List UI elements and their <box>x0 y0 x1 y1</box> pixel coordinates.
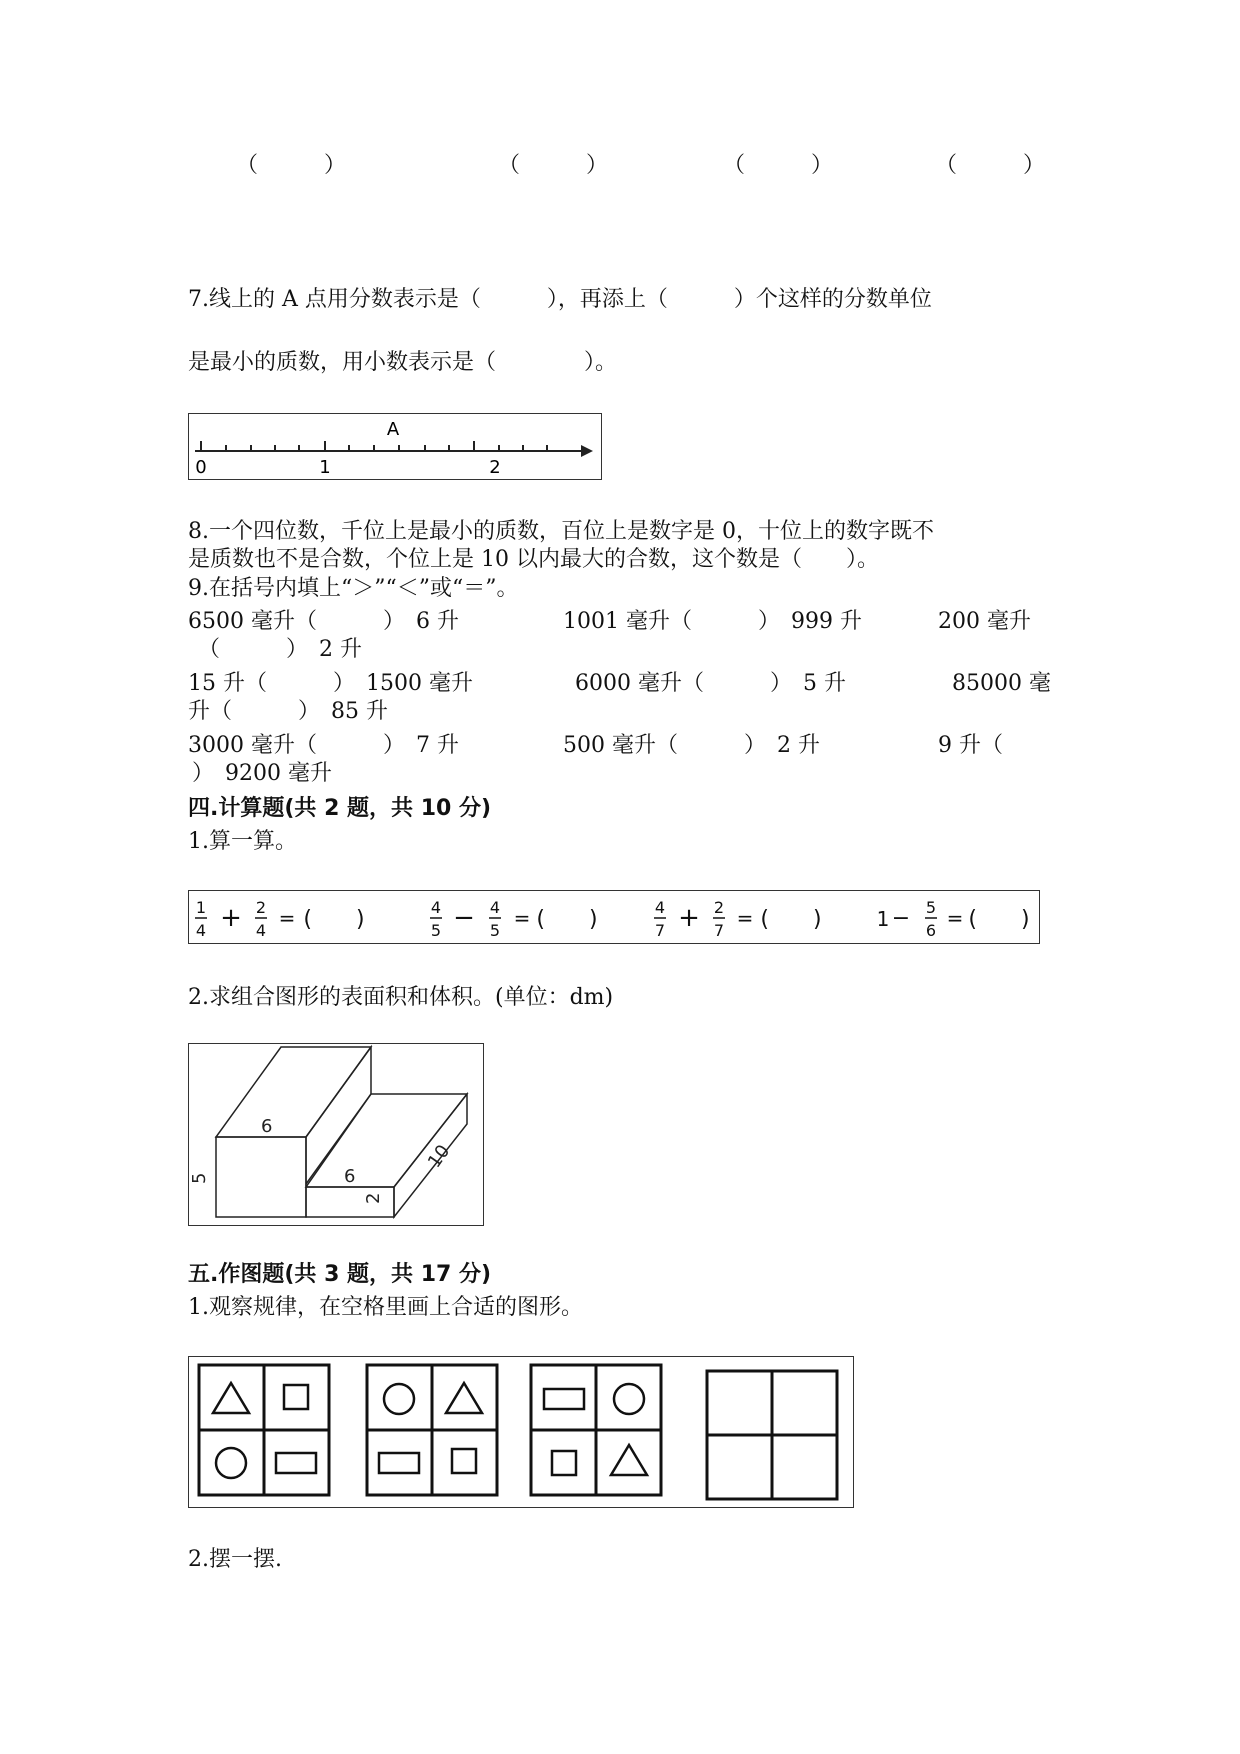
q9-r2a: 15 升（ ） 1500 毫升 <box>188 671 473 696</box>
section4-q1: 1.算一算。 <box>188 829 297 854</box>
dim-step-width: 6 <box>344 1166 356 1187</box>
blank-2[interactable]: （ ） <box>498 153 609 178</box>
q9-r2c: 85000 毫 <box>952 671 1051 696</box>
q9-r1a: 6500 毫升（ ） 6 升 <box>188 609 459 634</box>
e1-num1: 1 <box>195 898 207 917</box>
e3-blank[interactable]: ( ) <box>760 907 822 932</box>
e1-den1: 4 <box>195 921 207 940</box>
composite-solid <box>189 1044 483 1225</box>
q9-r1c: 200 毫升 <box>938 609 1031 634</box>
q9-title: 9.在括号内填上“＞”“＜”或“＝”。 <box>188 576 519 601</box>
triangle-icon <box>446 1383 482 1413</box>
q9-r3c: 9 升（ <box>938 733 1003 758</box>
q9-r3a: 3000 毫升（ ） 7 升 <box>188 733 459 758</box>
blank-3[interactable]: （ ） <box>723 153 834 178</box>
square-icon <box>552 1451 576 1475</box>
circle-icon <box>614 1384 644 1414</box>
section5-title: 五.作图题(共 3 题，共 17 分) <box>188 1262 492 1287</box>
e3-eq: = <box>736 906 754 930</box>
q7-line1: 7.线上的 A 点用分数表示是（ ），再添上（ ）个这样的分数单位 <box>188 287 932 312</box>
rectangle-icon <box>379 1453 419 1473</box>
circle-icon <box>216 1448 246 1478</box>
e3-op: + <box>678 903 700 933</box>
e4-blank[interactable]: ( ) <box>968 907 1030 932</box>
tick-1-label: 1 <box>319 457 331 478</box>
triangle-icon <box>611 1445 647 1475</box>
e1-blank[interactable]: ( ) <box>303 907 365 932</box>
section4-title: 四.计算题(共 2 题，共 10 分) <box>188 796 492 821</box>
e1-op: + <box>220 903 242 933</box>
section5-q2: 2.摆一摆. <box>188 1547 282 1572</box>
e4-eq: = <box>946 906 964 930</box>
q9-r1b: 1001 毫升（ ） 999 升 <box>563 609 862 634</box>
q9-r2b: 6000 毫升（ ） 5 升 <box>575 671 846 696</box>
e4-whole: 1 <box>876 907 890 931</box>
blank-1[interactable]: （ ） <box>236 153 347 178</box>
e1-den2: 4 <box>255 921 267 940</box>
q9-r3b: 500 毫升（ ） 2 升 <box>563 733 820 758</box>
q9-r2d: 升（ ） 85 升 <box>188 699 388 724</box>
number-line-figure <box>188 413 602 480</box>
rectangle-icon <box>544 1389 584 1409</box>
blank-4[interactable]: （ ） <box>935 153 1046 178</box>
section4-q2: 2.求组合图形的表面积和体积。(单位：dm) <box>188 985 614 1010</box>
q7-line2: 是最小的质数，用小数表示是（ ）。 <box>188 350 618 375</box>
grid-2 <box>367 1365 497 1495</box>
e3-num2: 2 <box>713 898 725 917</box>
e2-blank[interactable]: ( ) <box>536 907 598 932</box>
triangle-icon <box>213 1383 249 1413</box>
number-line <box>189 414 601 479</box>
dim-depth: 10 <box>423 1141 455 1172</box>
dim-step-height: 2 <box>363 1192 384 1204</box>
e1-num2: 2 <box>255 898 267 917</box>
e2-op: − <box>453 903 475 933</box>
calc-box <box>188 890 1040 944</box>
grid-3 <box>531 1365 661 1495</box>
square-icon <box>452 1449 476 1473</box>
e4-op: − <box>891 906 911 931</box>
e3-den1: 7 <box>654 921 666 940</box>
pattern-grids <box>189 1357 853 1507</box>
grid-1 <box>199 1365 329 1495</box>
e4-den2: 6 <box>925 921 937 940</box>
rectangle-icon <box>276 1453 316 1473</box>
solid-figure <box>188 1043 484 1226</box>
circle-icon <box>384 1384 414 1414</box>
dim-top: 6 <box>261 1116 273 1137</box>
e1-eq: = <box>278 906 296 930</box>
pattern-figure <box>188 1356 854 1508</box>
calc-expressions <box>189 891 1039 943</box>
e2-num1: 4 <box>430 898 442 917</box>
e2-den2: 5 <box>489 921 501 940</box>
dim-height: 5 <box>189 1172 210 1184</box>
e2-num2: 4 <box>489 898 501 917</box>
e3-num1: 4 <box>654 898 666 917</box>
q9-r1d: （ ） 2 升 <box>198 637 362 662</box>
e2-den1: 5 <box>430 921 442 940</box>
tick-0-label: 0 <box>195 457 207 478</box>
square-icon <box>284 1385 308 1409</box>
grid-4-empty[interactable] <box>707 1371 837 1499</box>
point-a-label: A <box>386 419 400 440</box>
q8-line1: 8.一个四位数，千位上是最小的质数，百位上是数字是 0，十位上的数字既不 <box>188 519 934 544</box>
e3-den2: 7 <box>713 921 725 940</box>
tick-2-label: 2 <box>489 457 501 478</box>
q8-line2: 是质数也不是合数，个位上是 10 以内最大的合数，这个数是（ ）。 <box>188 547 879 572</box>
section5-q1: 1.观察规律，在空格里画上合适的图形。 <box>188 1295 583 1320</box>
q9-r3d: ） 9200 毫升 <box>192 761 332 786</box>
e4-num2: 5 <box>925 898 937 917</box>
e2-eq: = <box>513 906 531 930</box>
